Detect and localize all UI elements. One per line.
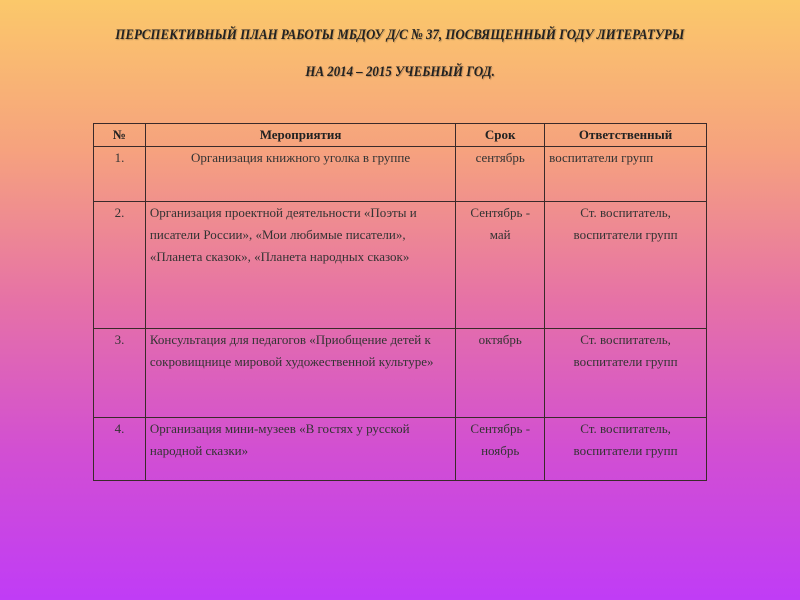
title-line-1: ПЕРСПЕКТИВНЫЙ ПЛАН РАБОТЫ МБДОУ Д/С № 37, ПОСВЯЩЕННЫЙ ГОДУ ЛИТЕРАТУРЫ [115, 27, 685, 43]
row-term: Сентябрь - ноябрь [456, 418, 545, 481]
header-term: Срок [456, 124, 545, 147]
row-number: 1. [94, 147, 146, 202]
row-term: сентябрь [456, 147, 545, 202]
row-number: 4. [94, 418, 146, 481]
row-event: Организация книжного уголка в группе [145, 147, 455, 202]
header-responsible: Ответственный [545, 124, 707, 147]
table-header-row [94, 124, 707, 147]
row-responsible: воспитатели групп [545, 147, 707, 202]
page-title [0, 27, 800, 44]
header-event: Мероприятия [145, 124, 455, 147]
row-number: 2. [94, 202, 146, 329]
row-number: 3. [94, 329, 146, 418]
table-row [94, 329, 707, 418]
row-responsible: Ст. воспитатель, воспитатели групп [545, 202, 707, 329]
row-term: октябрь [456, 329, 545, 418]
title-line-2: НА 2014 – 2015 УЧЕБНЫЙ ГОД. [305, 64, 495, 80]
page-subtitle [0, 64, 800, 81]
table-row [94, 147, 707, 202]
row-responsible: Ст. воспитатель, воспитатели групп [545, 418, 707, 481]
header-number: № [94, 124, 146, 147]
plan-table [93, 123, 707, 481]
row-term: Сентябрь - май [456, 202, 545, 329]
table-row [94, 418, 707, 481]
row-event: Организация проектной деятельности «Поэты и писатели России», «Мои любимые писатели», «Планета сказок», «Планета народных сказок» [145, 202, 455, 329]
row-event: Организация мини-музеев «В гостях у русской народной сказки» [145, 418, 455, 481]
row-responsible: Ст. воспитатель, воспитатели групп [545, 329, 707, 418]
table-row [94, 202, 707, 329]
row-event: Консультация для педагогов «Приобщение детей к сокровищнице мировой художественной культуре» [145, 329, 455, 418]
